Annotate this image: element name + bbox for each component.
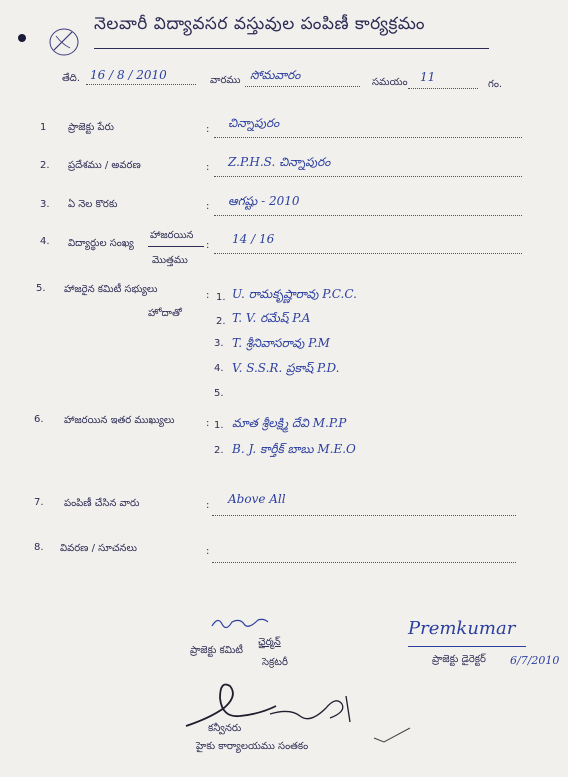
field-1-value: చిన్నాపురం (228, 116, 280, 130)
tick-mark (372, 724, 412, 744)
field-1-num: 1 (40, 122, 47, 133)
distributed-num: 7. (34, 497, 44, 508)
field-3-num: 3. (40, 199, 50, 210)
others-member-1: మాత శ్రీలక్ష్మి దేవి M.P.P (232, 416, 347, 430)
committee-member-5-num: 5. (214, 388, 224, 399)
field-2-value: Z.P.H.S. చిన్నాపురం (228, 155, 331, 169)
title-underline (94, 48, 489, 49)
chairman-signature (210, 614, 270, 630)
others-member-2: B. J. కార్తీక్ బాబు M.E.O (232, 442, 356, 456)
remarks-colon: : (206, 546, 210, 557)
field-3-dots (214, 215, 522, 216)
field-3-colon: : (206, 201, 210, 212)
committee-member-3-num: 3. (214, 338, 224, 349)
committee-member-1-num: 1. (216, 292, 226, 303)
time-value: 11 (420, 70, 436, 84)
field-4-label-bottom: మొత్తము (152, 255, 188, 266)
field-4-num: 4. (40, 236, 50, 247)
field-1-dots (214, 137, 522, 138)
bottom-signature (180, 678, 360, 734)
distributed-colon: : (206, 500, 210, 511)
field-1-colon: : (206, 124, 210, 135)
field-2-dots (214, 176, 522, 177)
field-4-label-top: హాజరయిన (150, 230, 194, 241)
committee-member-2-num: 2. (216, 316, 226, 327)
director-signature-line (408, 646, 526, 647)
time-suffix: గం. (488, 79, 503, 90)
page-title: నెలవారీ విద్యావసర వస్తువుల పంపిణీ కార్యక్రమం (94, 14, 425, 34)
secretary-label: సెక్రటరీ (262, 657, 288, 668)
others-colon: : (206, 418, 210, 429)
others-label: హాజరయిన ఇతర ముఖ్యులు (64, 415, 175, 426)
date-dots (86, 84, 196, 85)
distributed-dots (212, 515, 516, 516)
time-label: సమయం (372, 77, 408, 88)
committee-member-4: V. S.S.R. ప్రకాష్ P.D. (232, 361, 340, 375)
field-4-fraction-line (148, 246, 204, 247)
field-2-num: 2. (40, 160, 50, 171)
field-4-value: 14 / 16 (232, 232, 275, 246)
committee-member-4-num: 4. (214, 363, 224, 374)
committee-label: హాజరైన కమిటీ సభ్యులు (64, 284, 158, 295)
date-value: 16 / 8 / 2010 (90, 68, 167, 82)
director-label: ప్రాజెక్టు డైరెక్టర్ (432, 654, 486, 665)
remarks-num: 8. (34, 542, 44, 553)
committee-sign-label: ప్రాజెక్టు కమిటీ (190, 645, 243, 656)
day-dots (245, 86, 360, 87)
others-member-2-num: 2. (214, 445, 224, 456)
day-label: వారము (210, 75, 241, 86)
distributed-value: Above All (228, 492, 286, 506)
director-date: 6/7/2010 (510, 654, 560, 667)
distributed-label: పంపిణీ చేసిన వారు (64, 498, 140, 509)
others-member-1-num: 1. (214, 420, 224, 431)
office-sign-label: హైకు కార్యాలయము సంతకం (196, 741, 309, 752)
committee-sublabel: హోదాతో (148, 308, 182, 319)
chairman-label: ఛైర్మన్ (258, 637, 281, 648)
field-4-dots (214, 253, 522, 254)
stamp-seal (12, 22, 82, 62)
field-1-label: ప్రాజెక్టు పేరు (68, 122, 114, 133)
committee-member-1: U. రామకృష్ణారావు P.C.C. (232, 287, 357, 301)
time-dots (408, 88, 478, 89)
field-4-colon: : (206, 240, 210, 251)
committee-member-2: T. V. రమేష్ P.A (232, 311, 311, 325)
field-3-value: ఆగష్టు - 2010 (228, 194, 300, 208)
field-2-colon: : (206, 162, 210, 173)
remarks-dots (212, 562, 516, 563)
committee-num: 5. (36, 283, 46, 294)
field-3-label: ఏ నెల కొరకు (68, 199, 118, 210)
committee-member-3: T. శ్రీనివాసరావు P.M (232, 336, 330, 350)
field-4-label: విద్యార్థుల సంఖ్య (68, 238, 134, 249)
date-label: తేది. (62, 73, 81, 84)
field-2-label: ప్రదేశము / అవరణ (68, 160, 141, 171)
director-signature: Premkumar (408, 618, 516, 639)
day-value: సోమవారం (250, 68, 301, 82)
convenor-label: కన్వీనరు (208, 723, 242, 734)
committee-colon: : (206, 290, 210, 301)
others-num: 6. (34, 414, 44, 425)
remarks-label: వివరణ / సూచనలు (60, 543, 138, 554)
